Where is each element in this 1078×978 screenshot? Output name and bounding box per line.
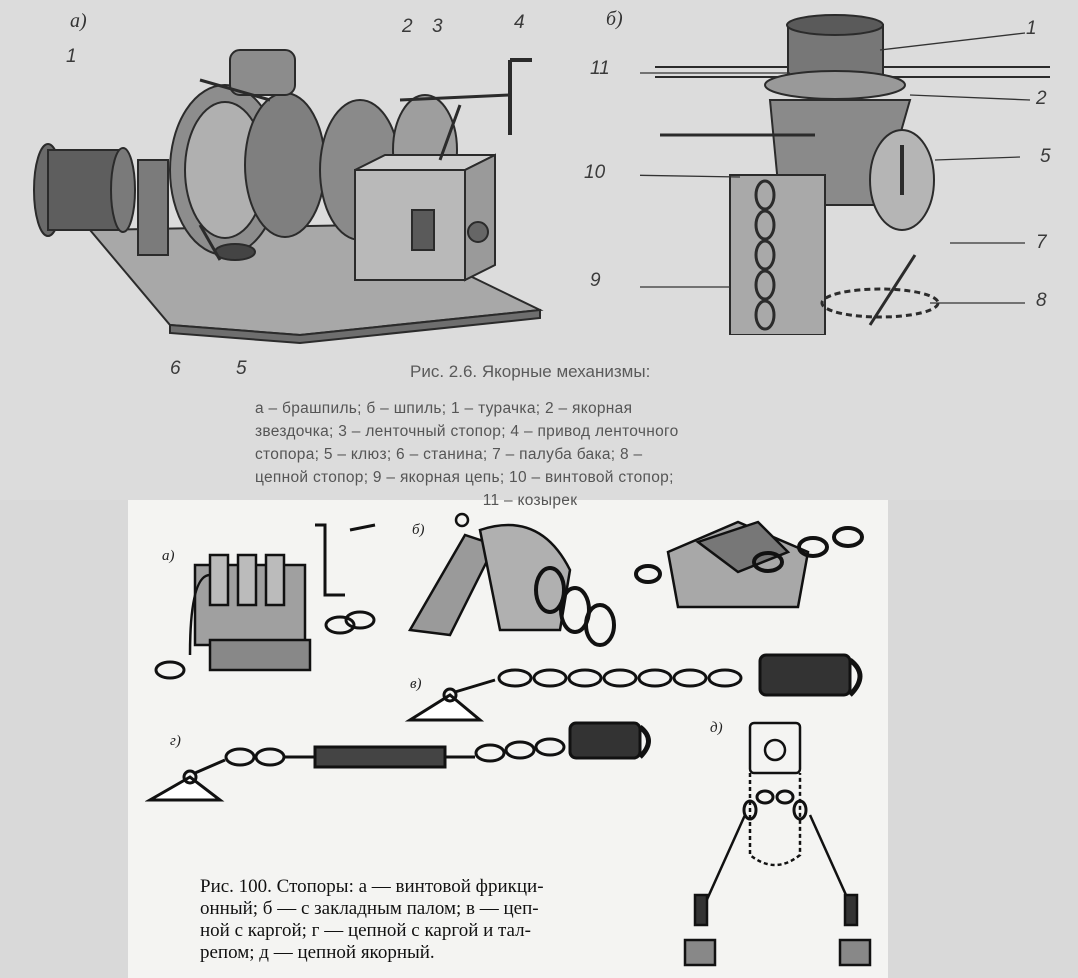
pawl-stopper-view2-illustration	[628, 512, 868, 622]
callout-b2: 2	[1036, 88, 1047, 109]
figure-caption-legend	[255, 397, 805, 512]
callout-1: 1	[66, 46, 77, 67]
callout-6: 6	[170, 358, 181, 379]
callout-b1: 1	[1026, 18, 1037, 39]
label-b: б)	[412, 522, 425, 538]
callout-3: 3	[432, 16, 443, 37]
callout-5: 5	[236, 358, 247, 379]
label-g: г)	[170, 733, 181, 749]
callout-4: 4	[514, 12, 525, 33]
chain-turnbuckle-stopper-illustration	[145, 715, 665, 805]
windlass-illustration	[20, 20, 550, 360]
caption-line: 11 – козырек	[482, 492, 578, 509]
panel-b-label: б)	[606, 8, 623, 30]
caption-line: звездочка; 3 – ленточный стопор; 4 – привод ленточного	[255, 423, 679, 440]
stoppers-caption	[200, 876, 585, 964]
callout-b10: 10	[584, 162, 606, 183]
screw-stopper-illustration	[150, 515, 380, 695]
caption-line: Рис. 100. Стопоры: а — винтовой фрикци-	[200, 876, 544, 897]
caption-line: а – брашпиль; б – шпиль; 1 – турачка; 2 – якорная	[255, 400, 633, 417]
label-v: в)	[410, 676, 422, 692]
panel-a-label: а)	[70, 10, 87, 32]
caption-line: онный; б — с закладным палом; в — цеп-	[200, 898, 539, 919]
callout-b9: 9	[590, 270, 601, 291]
pawl-stopper-illustration	[400, 510, 630, 650]
caption-line: ной с каргой; г — цепной с каргой и тал-	[200, 920, 531, 941]
callout-b11: 11	[590, 58, 610, 79]
callout-b5: 5	[1040, 146, 1051, 167]
chain-anchor-stopper-illustration	[670, 715, 890, 975]
caption-line: цепной стопор; 9 – якорная цепь; 10 – винтовой стопор;	[255, 469, 674, 486]
figure-caption-title: Рис. 2.6. Якорные механизмы:	[410, 362, 651, 381]
caption-line: репом; д — цепной якорный.	[200, 942, 435, 963]
callout-b7: 7	[1036, 232, 1047, 253]
label-a: а)	[162, 548, 175, 564]
callout-b8: 8	[1036, 290, 1047, 311]
label-d: д)	[710, 720, 723, 736]
caption-line: стопора; 5 – клюз; 6 – станина; 7 – палуба бака; 8 –	[255, 446, 643, 463]
callout-2: 2	[402, 16, 413, 37]
capstan-illustration	[640, 5, 1060, 335]
